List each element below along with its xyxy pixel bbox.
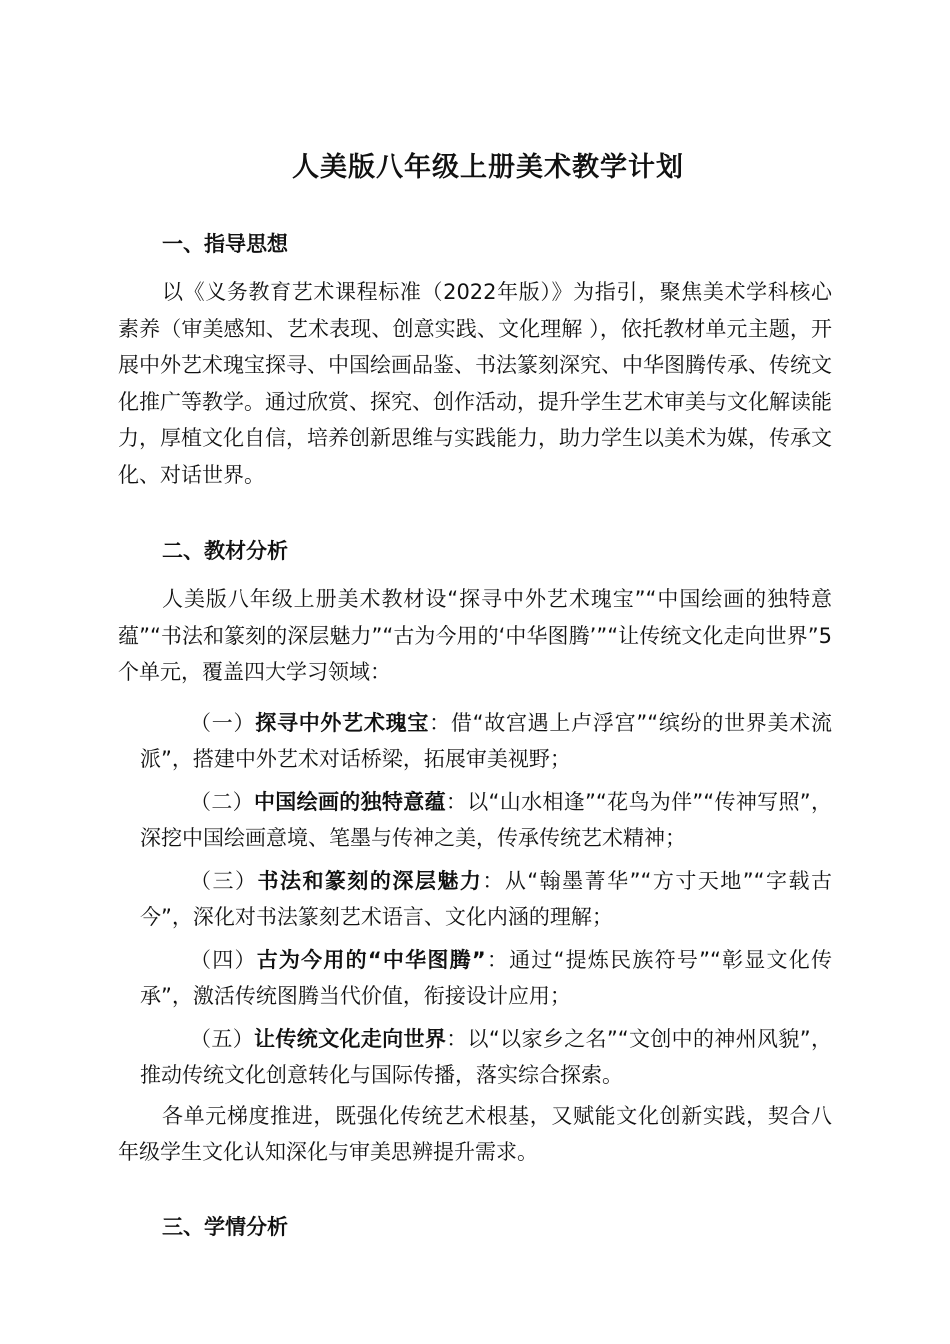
document-title: 人美版八年级上册美术教学计划 [292,152,684,183]
unit-item [140,942,832,1015]
unit-description: ：从“翰墨菁华”“方寸天地”“字载古今”，深化对书法篆刻艺术语言、文化内涵的理解； [140,868,833,929]
unit-item [140,705,832,778]
unit-number: （五） [190,1026,255,1051]
unit-number: （四） [190,947,257,972]
unit-item [140,863,832,936]
unit-number: （三） [190,868,258,893]
unit-number: （二） [190,789,254,814]
textbook-analysis-intro: 人美版八年级上册美术教材设“探寻中外艺术瑰宝”“中国绘画的独特意蕴”“书法和篆刻的深层魅力”“古为今用的‘中华图腾’”“让传统文化走向世界”5个单元，覆盖四大学习领域： [118,587,832,684]
unit-description: ：通过“提炼民族符号”“彰显文化传承”，激活传统图腾当代价值，衔接设计应用； [140,947,833,1008]
unit-description: ：借“故宫遇上卢浮宫”“缤纷的世界美术流派”，搭建中外艺术对话桥梁，拓展审美视野； [140,710,833,771]
guiding-ideology-paragraph: 以《义务教育艺术课程标准（2022年版）》为指引，聚焦美术学科核心素养（审美感知、艺术表现、创意实践、文化理解 ），依托教材单元主题，开展中外艺术瑰宝探寻、中国绘画品鉴、书法篆刻深究、中华图腾传承、传统文化推广等教学。通过欣赏、探究、创作活动，提升学生艺术审美与文化解读能力，厚植文化自信，培养创新思维与实践能力，助力学生以美术为媒，传承文化、对话世界。 [118,280,832,487]
section-heading-guiding-ideology: 一、指导思想 [162,232,288,256]
section-heading-student-analysis: 三、学情分析 [162,1214,288,1239]
unit-description: ：以“以家乡之名”“文创中的神州风貌”，推动传统文化创意转化与国际传播，落实综合探索。 [140,1026,832,1087]
unit-name: 让传统文化走向世界 [254,1026,447,1051]
unit-item [140,1021,832,1094]
unit-name: 中国绘画的独特意蕴 [253,789,446,814]
unit-number: （一） [190,710,256,735]
textbook-analysis-summary: 各单元梯度推进，既强化传统艺术根基，又赋能文化创新实践，契合八年级学生文化认知深化与审美思辨提升需求。 [118,1103,832,1164]
unit-name: 古为今用的“中华图腾” [256,947,486,972]
section-heading-textbook-analysis: 二、教材分析 [162,539,288,563]
unit-description: ：以“山水相逢”“花鸟为伴”“传神写照”，深挖中国绘画意境、笔墨与传神之美，传承传统艺术精神； [140,789,833,850]
unit-name: 探寻中外艺术瑰宝 [255,710,430,735]
unit-name: 书法和篆刻的深层魅力 [257,868,483,893]
unit-item [140,784,832,857]
